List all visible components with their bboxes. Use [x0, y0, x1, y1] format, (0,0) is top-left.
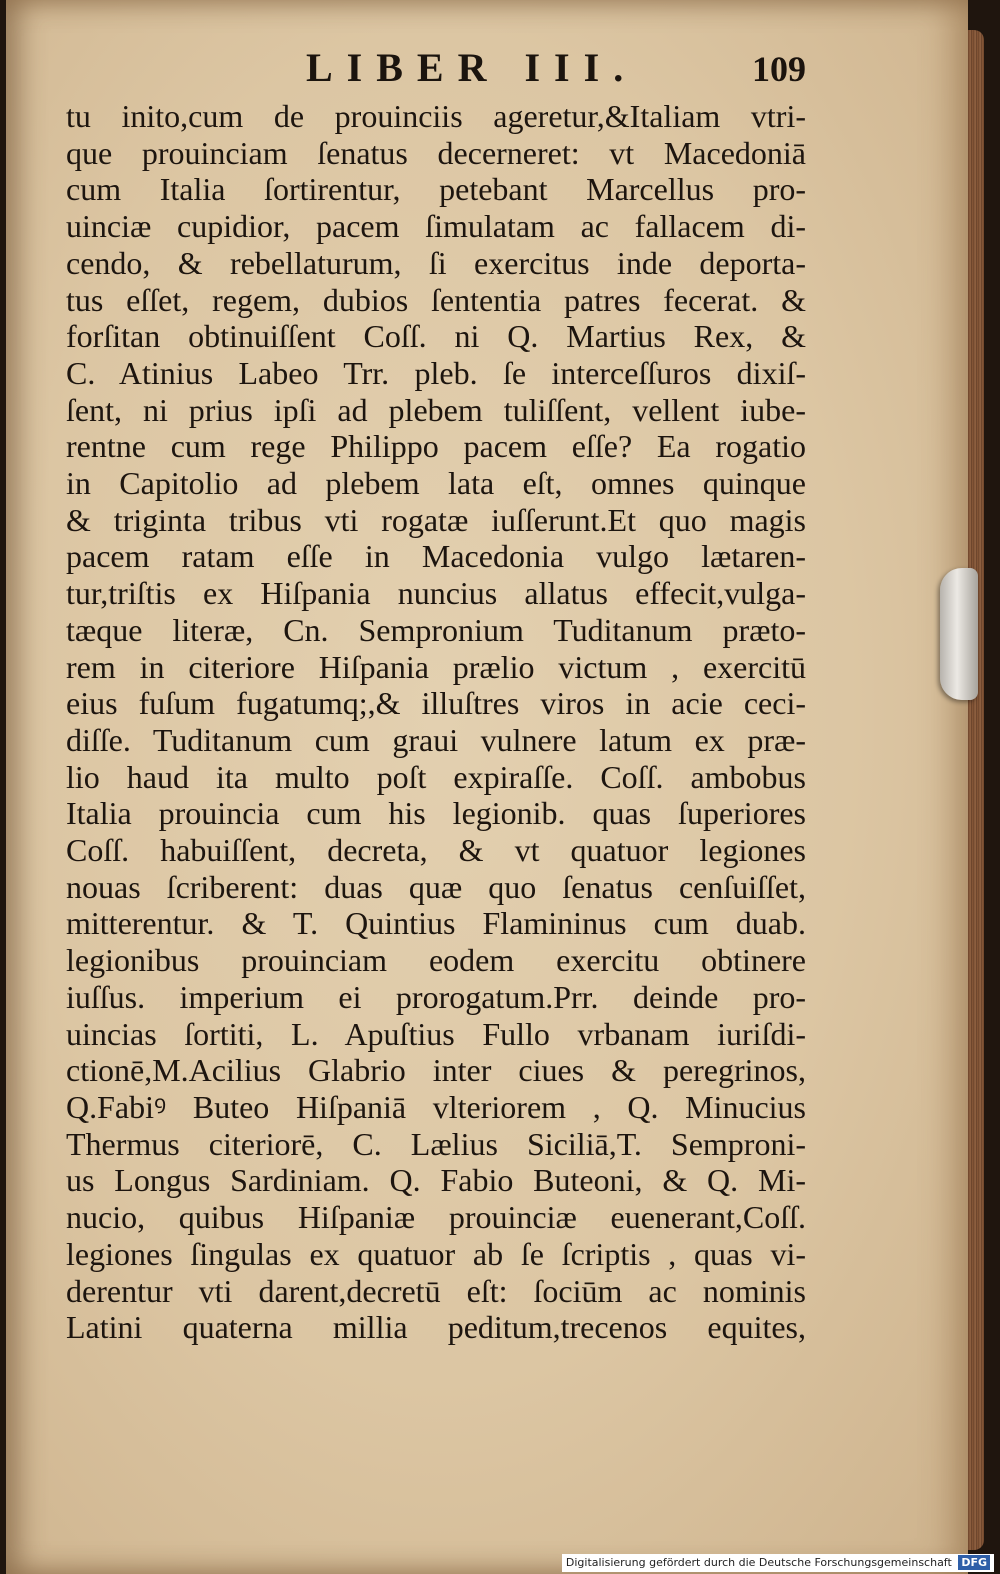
funding-credit — [562, 1554, 994, 1572]
text-line: lio haud ita multo poſt expiraſſe. Coſſ. ambobus — [66, 758, 806, 795]
text-line: diſſe. Tuditanum cum graui vulnere latum ex præ- — [66, 721, 806, 758]
book-page — [6, 0, 968, 1574]
body-text — [66, 98, 806, 1346]
text-line: Italia prouincia cum his legionib. quas ſuperiores — [66, 795, 806, 832]
text-line: forſitan obtinuiſſent Coſſ. ni Q. Martius Rex, & — [66, 318, 806, 355]
page-clip — [940, 568, 978, 700]
text-line: derentur vti darent,decretū eſt: ſociūm ac nominis — [66, 1272, 806, 1309]
text-line: uincias ſortiti, L. Apuſtius Fullo vrbanam iuriſdi- — [66, 1015, 806, 1052]
text-line: Q.Fabiꝰ Buteo Hiſpaniā vlteriorem , Q. Minucius — [66, 1088, 806, 1125]
text-line: nouas ſcriberent: duas quæ quo ſenatus cenſuiſſet, — [66, 868, 806, 905]
text-line: C. Atinius Labeo Trr. pleb. ſe interceſſuros dixiſ- — [66, 354, 806, 391]
text-line: cendo, & rebellaturum, ſi exercitus inde deporta- — [66, 244, 806, 281]
funding-credit-text: Digitalisierung gefördert durch die Deutsche Forschungsgemeinschaft — [565, 1556, 952, 1569]
text-line: que prouinciam ſenatus decerneret: vt Macedoniā — [66, 134, 806, 171]
text-line: rentne cum rege Philippo pacem eſſe? Ea rogatio — [66, 428, 806, 465]
text-line: nucio, quibus Hiſpaniæ prouinciæ euenerant,Coſſ. — [66, 1199, 806, 1236]
text-line: uinciæ cupidior, pacem ſimulatam ac fallacem di- — [66, 208, 806, 245]
text-line: eius fuſum fugatumq;,& illuſtres viros in acie ceci- — [66, 685, 806, 722]
text-line: tur,triſtis ex Hiſpania nuncius allatus effecit,vulga- — [66, 575, 806, 612]
text-line: in Capitolio ad plebem lata eſt, omnes quinque — [66, 465, 806, 502]
text-line: mitterentur. & T. Quintius Flamininus cum duab. — [66, 905, 806, 942]
text-line: ſent, ni prius ipſi ad plebem tuliſſent, vellent iube- — [66, 391, 806, 428]
text-line: legionibus prouinciam eodem exercitu obtinere — [66, 942, 806, 979]
page-header — [66, 44, 806, 94]
text-line: pacem ratam eſſe in Macedonia vulgo lætaren- — [66, 538, 806, 575]
text-line: & triginta tribus vti rogatæ iuſſerunt.Et quo magis — [66, 501, 806, 538]
text-line: Latini quaterna millia peditum,trecenos equites, — [66, 1309, 806, 1346]
text-line: tu inito,cum de prouinciis ageretur,&Italiam vtri- — [66, 98, 806, 134]
text-line: Thermus citeriorē, C. Lælius Siciliā,T. Semproni- — [66, 1125, 806, 1162]
text-line: cum Italia ſortirentur, petebant Marcellus pro- — [66, 171, 806, 208]
running-head: LIBER III. — [306, 45, 638, 90]
text-line: tæque literæ, Cn. Sempronium Tuditanum præto- — [66, 611, 806, 648]
dfg-logo: DFG — [958, 1555, 990, 1570]
text-line: rem in citeriore Hiſpania prælio victum , exercitū — [66, 648, 806, 685]
text-line: iuſſus. imperium ei prorogatum.Prr. deinde pro- — [66, 978, 806, 1015]
text-line: us Longus Sardiniam. Q. Fabio Buteoni, & Q. Mi- — [66, 1162, 806, 1199]
text-line: ctionē,M.Acilius Glabrio inter ciues & peregrinos, — [66, 1052, 806, 1089]
page-number: 109 — [752, 49, 806, 89]
text-line: tus eſſet, regem, dubios ſententia patres fecerat. & — [66, 281, 806, 318]
text-line: legiones ſingulas ex quatuor ab ſe ſcriptis , quas vi- — [66, 1235, 806, 1272]
text-line: Coſſ. habuiſſent, decreta, & vt quatuor legiones — [66, 832, 806, 869]
